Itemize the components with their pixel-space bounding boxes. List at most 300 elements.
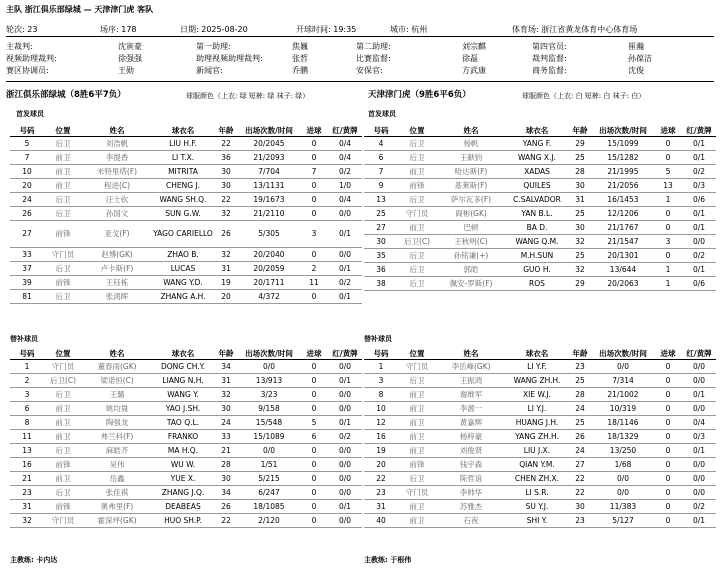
player-name: DONG CH.Y. bbox=[152, 360, 214, 374]
cards: 0/4 bbox=[328, 151, 362, 165]
player-age: 34 bbox=[214, 360, 238, 374]
player-age: 30 bbox=[214, 179, 238, 193]
player-number: 23 bbox=[364, 486, 398, 500]
cards: 0/0 bbox=[328, 458, 362, 472]
player-name: WANG Y. bbox=[152, 388, 214, 402]
player-position: 后卫 bbox=[44, 262, 82, 276]
player-name: WANG SH.Q. bbox=[152, 193, 214, 207]
player-position: 后卫 bbox=[44, 444, 82, 458]
player-age: 26 bbox=[214, 500, 238, 514]
cards: 0/3 bbox=[682, 179, 716, 193]
player-name: XIE W.J. bbox=[506, 388, 568, 402]
cards: 0/2 bbox=[328, 276, 362, 290]
player-name-cn: 萨尔瓦多(F) bbox=[436, 193, 506, 207]
away-starters-table bbox=[364, 124, 716, 291]
cards: 0/1 bbox=[682, 221, 716, 235]
column-header: 姓名 bbox=[436, 124, 506, 137]
official-role: 第二助理: bbox=[356, 42, 391, 51]
column-header: 号码 bbox=[364, 124, 398, 137]
player-name-cn: 李帅华 bbox=[436, 486, 506, 500]
player-number: 33 bbox=[10, 248, 44, 262]
player-age: 30 bbox=[568, 221, 592, 235]
player-name-cn: 基莱斯(F) bbox=[436, 179, 506, 193]
player-number: 13 bbox=[364, 193, 398, 207]
cards: 0/1 bbox=[682, 514, 716, 528]
appearances-minutes: 21/1547 bbox=[592, 235, 654, 249]
column-header: 红/黄牌 bbox=[682, 124, 716, 137]
player-number: 81 bbox=[10, 290, 44, 304]
goals: 0 bbox=[654, 360, 682, 374]
player-name: CHENG J. bbox=[152, 179, 214, 193]
cards: 0/4 bbox=[328, 193, 362, 207]
player-row bbox=[364, 472, 716, 486]
player-name: WANG Q.M. bbox=[506, 235, 568, 249]
appearances-minutes: 18/1085 bbox=[238, 500, 300, 514]
official-role: 赛区协调员: bbox=[6, 66, 49, 75]
player-position: 前卫 bbox=[398, 416, 436, 430]
player-age: 30 bbox=[214, 165, 238, 179]
player-number: 24 bbox=[10, 193, 44, 207]
appearances-minutes: 3/23 bbox=[238, 388, 300, 402]
player-number: 20 bbox=[364, 458, 398, 472]
appearances-minutes: 15/1089 bbox=[238, 430, 300, 444]
cards: 0/6 bbox=[682, 193, 716, 207]
goals: 0 bbox=[300, 151, 328, 165]
goals: 0 bbox=[300, 514, 328, 528]
player-name-cn: 刘浩帆 bbox=[82, 137, 152, 151]
player-age: 23 bbox=[568, 514, 592, 528]
goals: 0 bbox=[654, 207, 682, 221]
player-position: 后卫 bbox=[398, 137, 436, 151]
player-name-cn: 钱宇森 bbox=[436, 458, 506, 472]
player-number: 1 bbox=[10, 360, 44, 374]
player-age: 28 bbox=[214, 458, 238, 472]
player-row bbox=[364, 179, 716, 193]
column-header: 年龄 bbox=[214, 124, 238, 137]
appearances-minutes: 20/2045 bbox=[238, 137, 300, 151]
player-number: 4 bbox=[364, 137, 398, 151]
player-number: 6 bbox=[10, 402, 44, 416]
player-position: 前卫 bbox=[398, 444, 436, 458]
column-header: 球衣名 bbox=[506, 124, 568, 137]
player-number: 16 bbox=[10, 458, 44, 472]
player-position: 守门员 bbox=[398, 207, 436, 221]
column-header: 出场次数/时间 bbox=[592, 347, 654, 360]
goals: 0 bbox=[654, 249, 682, 263]
goals: 0 bbox=[654, 388, 682, 402]
player-position: 后卫 bbox=[398, 472, 436, 486]
player-number: 8 bbox=[10, 416, 44, 430]
home-starters-label: 首发球员 bbox=[16, 110, 44, 118]
official-name: 徐磊 bbox=[462, 54, 478, 63]
player-age: 26 bbox=[214, 221, 238, 248]
appearances-minutes: 13/250 bbox=[592, 444, 654, 458]
player-name-cn: 谢维军 bbox=[436, 388, 506, 402]
column-header: 年龄 bbox=[568, 347, 592, 360]
player-age: 25 bbox=[568, 374, 592, 388]
player-name: XADAS bbox=[506, 165, 568, 179]
goals: 0 bbox=[300, 193, 328, 207]
appearances-minutes: 16/1453 bbox=[592, 193, 654, 207]
player-position: 后卫 bbox=[398, 374, 436, 388]
player-name: LIU J.X. bbox=[506, 444, 568, 458]
player-name: SUN G.W. bbox=[152, 207, 214, 221]
official-role: 第四官员: bbox=[532, 42, 567, 51]
official-role: 第一助理: bbox=[196, 42, 231, 51]
column-header: 球衣名 bbox=[152, 347, 214, 360]
appearances-minutes: 6/247 bbox=[238, 486, 300, 500]
goals: 13 bbox=[654, 179, 682, 193]
player-row bbox=[10, 207, 362, 221]
player-position: 前锋 bbox=[398, 458, 436, 472]
venue: 体育场: 浙江省黄龙体育中心体育场 bbox=[512, 25, 638, 34]
appearances-minutes: 11/383 bbox=[592, 500, 654, 514]
player-name-cn: 苏雅杰 bbox=[436, 500, 506, 514]
player-age: 33 bbox=[214, 430, 238, 444]
player-number: 32 bbox=[10, 514, 44, 528]
goals: 0 bbox=[300, 388, 328, 402]
appearances-minutes: 15/548 bbox=[238, 416, 300, 430]
official-name: 沈寅豪 bbox=[118, 42, 142, 51]
official-role: 主裁判: bbox=[6, 42, 33, 51]
goals: 0 bbox=[654, 151, 682, 165]
player-name: LI Y.F. bbox=[506, 360, 568, 374]
cards: 0/3 bbox=[682, 430, 716, 444]
appearances-minutes: 15/1099 bbox=[592, 137, 654, 151]
appearances-minutes: 5/305 bbox=[238, 221, 300, 248]
cards: 0/0 bbox=[328, 514, 362, 528]
appearances-minutes: 7/314 bbox=[592, 374, 654, 388]
goals: 1 bbox=[654, 263, 682, 277]
player-name-cn: 麻皓齐 bbox=[82, 444, 152, 458]
player-row bbox=[10, 221, 362, 248]
player-row bbox=[364, 388, 716, 402]
player-row bbox=[10, 137, 362, 151]
kickoff-time: 开球时间: 19:35 bbox=[296, 25, 357, 34]
player-name-cn: 程进(C) bbox=[82, 179, 152, 193]
player-name: LI S.R. bbox=[506, 486, 568, 500]
player-row bbox=[364, 277, 716, 291]
player-row bbox=[10, 374, 362, 388]
player-row bbox=[10, 360, 362, 374]
player-number: 27 bbox=[364, 221, 398, 235]
cards: 1/0 bbox=[328, 179, 362, 193]
player-position: 后卫(C) bbox=[398, 235, 436, 249]
player-name-cn: 卢卡斯(F) bbox=[82, 262, 152, 276]
cards: 0/4 bbox=[328, 137, 362, 151]
appearances-minutes: 2/120 bbox=[238, 514, 300, 528]
player-name: CHEN ZH.X. bbox=[506, 472, 568, 486]
goals: 6 bbox=[300, 430, 328, 444]
cards: 0/1 bbox=[682, 444, 716, 458]
player-number: 31 bbox=[10, 500, 44, 514]
goals: 0 bbox=[654, 402, 682, 416]
player-name: BA D. bbox=[506, 221, 568, 235]
appearances-minutes: 1/51 bbox=[238, 458, 300, 472]
goals: 0 bbox=[654, 500, 682, 514]
column-header: 球衣名 bbox=[506, 347, 568, 360]
appearances-minutes: 21/2110 bbox=[238, 207, 300, 221]
player-row bbox=[10, 151, 362, 165]
player-name: SU Y.J. bbox=[506, 500, 568, 514]
official-role: 新闻官: bbox=[196, 66, 223, 75]
goals: 0 bbox=[654, 486, 682, 500]
round: 轮次: 23 bbox=[6, 25, 38, 34]
player-number: 10 bbox=[10, 165, 44, 179]
player-age: 28 bbox=[568, 388, 592, 402]
player-position: 守门员 bbox=[44, 514, 82, 528]
match-number: 场序: 178 bbox=[100, 25, 137, 34]
goals: 3 bbox=[300, 221, 328, 248]
player-position: 守门员 bbox=[398, 486, 436, 500]
player-name: YAO J.SH. bbox=[152, 402, 214, 416]
player-row bbox=[364, 458, 716, 472]
cards: 0/1 bbox=[328, 221, 362, 248]
cards: 0/1 bbox=[328, 262, 362, 276]
official-name: 沈俊 bbox=[628, 66, 644, 75]
player-name-cn: 陈哲谊 bbox=[436, 472, 506, 486]
home-team-name: 浙江俱乐部绿城（8胜6平7负） bbox=[6, 90, 126, 100]
player-number: 12 bbox=[364, 416, 398, 430]
player-position: 前卫 bbox=[44, 179, 82, 193]
player-name-cn: 王振鸿 bbox=[436, 374, 506, 388]
cards: 0/0 bbox=[328, 486, 362, 500]
cards: 0/0 bbox=[682, 374, 716, 388]
player-age: 24 bbox=[568, 444, 592, 458]
player-name-cn: 李源一 bbox=[436, 402, 506, 416]
table-header-row bbox=[10, 347, 362, 360]
player-number: 40 bbox=[364, 514, 398, 528]
cards: 0/0 bbox=[682, 458, 716, 472]
player-number: 30 bbox=[364, 235, 398, 249]
official-name: 孙葆洁 bbox=[628, 54, 652, 63]
player-number: 3 bbox=[10, 388, 44, 402]
player-name-cn: 阎彬(GK) bbox=[436, 207, 506, 221]
player-row bbox=[364, 235, 716, 249]
player-number: 31 bbox=[364, 500, 398, 514]
player-name: DEABEAS bbox=[152, 500, 214, 514]
player-age: 29 bbox=[568, 277, 592, 291]
goals: 11 bbox=[300, 276, 328, 290]
player-row bbox=[364, 207, 716, 221]
player-number: 9 bbox=[364, 179, 398, 193]
away-kit-colors: 球服颜色（上衣: 白 短裤: 白 袜子: 白） bbox=[522, 92, 646, 100]
cards: 0/2 bbox=[682, 500, 716, 514]
cards: 0/1 bbox=[682, 263, 716, 277]
player-age: 25 bbox=[568, 249, 592, 263]
player-name-cn: 孙铭谦(+) bbox=[436, 249, 506, 263]
player-number: 35 bbox=[364, 249, 398, 263]
player-row bbox=[364, 263, 716, 277]
player-age: 25 bbox=[568, 416, 592, 430]
column-header: 位置 bbox=[44, 347, 82, 360]
player-name: M.H.SUN bbox=[506, 249, 568, 263]
official-name: 乔鹏 bbox=[292, 66, 308, 75]
player-row bbox=[364, 249, 716, 263]
player-age: 22 bbox=[214, 514, 238, 528]
player-name: YAGO CARIELLO bbox=[152, 221, 214, 248]
player-number: 25 bbox=[364, 207, 398, 221]
cards: 0/0 bbox=[682, 402, 716, 416]
player-name: ZHANG J.Q. bbox=[152, 486, 214, 500]
official-role: 商务监督: bbox=[532, 66, 567, 75]
player-row bbox=[364, 486, 716, 500]
player-position: 前卫 bbox=[44, 151, 82, 165]
player-row bbox=[10, 290, 362, 304]
player-name: C.SALVADOR bbox=[506, 193, 568, 207]
player-number: 5 bbox=[10, 137, 44, 151]
away-coach-name: 于根伟 bbox=[390, 556, 412, 564]
column-header: 年龄 bbox=[568, 124, 592, 137]
player-position: 前卫 bbox=[398, 430, 436, 444]
player-number: 37 bbox=[10, 262, 44, 276]
player-position: 后卫(C) bbox=[44, 374, 82, 388]
goals: 0 bbox=[300, 486, 328, 500]
goals: 0 bbox=[300, 179, 328, 193]
player-age: 27 bbox=[568, 458, 592, 472]
player-name-cn: 哈达斯(F) bbox=[436, 165, 506, 179]
player-position: 前卫 bbox=[44, 430, 82, 444]
appearances-minutes: 20/2059 bbox=[238, 262, 300, 276]
cards: 0/2 bbox=[682, 249, 716, 263]
player-row bbox=[364, 221, 716, 235]
column-header: 位置 bbox=[44, 124, 82, 137]
player-position: 后卫 bbox=[44, 137, 82, 151]
player-age: 30 bbox=[568, 500, 592, 514]
goals: 0 bbox=[654, 514, 682, 528]
official-name: 崔瀚 bbox=[628, 42, 644, 51]
player-name-cn: 孙国文 bbox=[82, 207, 152, 221]
table-header-row bbox=[10, 124, 362, 137]
player-position: 后卫 bbox=[44, 193, 82, 207]
player-name-cn: 董春雨(GK) bbox=[82, 360, 152, 374]
player-name-cn: 巴顿 bbox=[436, 221, 506, 235]
appearances-minutes: 10/319 bbox=[592, 402, 654, 416]
away-subs-table bbox=[364, 347, 716, 528]
player-row bbox=[364, 151, 716, 165]
official-role: 视频助理裁判: bbox=[6, 54, 57, 63]
player-position: 后卫 bbox=[398, 193, 436, 207]
player-age: 32 bbox=[214, 248, 238, 262]
away-starters-label: 首发球员 bbox=[368, 110, 396, 118]
player-number: 11 bbox=[10, 430, 44, 444]
player-name: HUO SH.P. bbox=[152, 514, 214, 528]
player-name: WANG Y.D. bbox=[152, 276, 214, 290]
player-age: 29 bbox=[568, 137, 592, 151]
player-row bbox=[10, 472, 362, 486]
player-position: 前卫 bbox=[398, 402, 436, 416]
player-position: 前卫 bbox=[398, 165, 436, 179]
player-position: 前卫 bbox=[398, 514, 436, 528]
column-header: 出场次数/时间 bbox=[238, 124, 300, 137]
goals: 0 bbox=[300, 374, 328, 388]
player-number: 6 bbox=[364, 151, 398, 165]
cards: 0/0 bbox=[682, 486, 716, 500]
player-position: 前锋 bbox=[44, 276, 82, 290]
player-position: 前锋 bbox=[44, 500, 82, 514]
player-row bbox=[364, 193, 716, 207]
player-row bbox=[364, 416, 716, 430]
player-name: QUILES bbox=[506, 179, 568, 193]
player-name: YANG F. bbox=[506, 137, 568, 151]
player-row bbox=[10, 430, 362, 444]
goals: 0 bbox=[654, 221, 682, 235]
player-name-cn: 汪士钦 bbox=[82, 193, 152, 207]
away-coach: 主教练: 于根伟 bbox=[364, 556, 412, 564]
column-header: 红/黄牌 bbox=[328, 347, 362, 360]
player-row bbox=[364, 402, 716, 416]
appearances-minutes: 15/1282 bbox=[592, 151, 654, 165]
player-position: 后卫 bbox=[398, 263, 436, 277]
player-name: ZHAO B. bbox=[152, 248, 214, 262]
player-name-cn: 李提香 bbox=[82, 151, 152, 165]
player-name: SHI Y. bbox=[506, 514, 568, 528]
appearances-minutes: 13/644 bbox=[592, 263, 654, 277]
player-position: 前卫 bbox=[44, 402, 82, 416]
player-age: 32 bbox=[568, 235, 592, 249]
player-name: MITRITA bbox=[152, 165, 214, 179]
player-name-cn: 弗兰科(F) bbox=[82, 430, 152, 444]
appearances-minutes: 0/0 bbox=[238, 444, 300, 458]
player-number: 10 bbox=[364, 402, 398, 416]
player-age: 28 bbox=[568, 165, 592, 179]
goals: 1 bbox=[654, 277, 682, 291]
official-name: 方武康 bbox=[462, 66, 486, 75]
player-name-cn: 郭皓 bbox=[436, 263, 506, 277]
appearances-minutes: 12/1206 bbox=[592, 207, 654, 221]
player-position: 前锋 bbox=[44, 458, 82, 472]
cards: 0/1 bbox=[682, 137, 716, 151]
player-age: 31 bbox=[214, 374, 238, 388]
cards: 0/2 bbox=[682, 165, 716, 179]
player-name-cn: 米特里塔(F) bbox=[82, 165, 152, 179]
player-name-cn: 姚均晟 bbox=[82, 402, 152, 416]
player-name-cn: 吴伟 bbox=[82, 458, 152, 472]
home-coach: 主教练: 卡内达 bbox=[10, 556, 58, 564]
goals: 3 bbox=[654, 235, 682, 249]
cards: 0/0 bbox=[328, 207, 362, 221]
player-number: 3 bbox=[364, 374, 398, 388]
goals: 0 bbox=[654, 416, 682, 430]
cards: 0/1 bbox=[682, 388, 716, 402]
cards: 0/1 bbox=[328, 416, 362, 430]
cards: 0/1 bbox=[328, 290, 362, 304]
player-position: 后卫 bbox=[398, 277, 436, 291]
player-age: 25 bbox=[568, 151, 592, 165]
player-age: 32 bbox=[214, 388, 238, 402]
player-age: 19 bbox=[214, 276, 238, 290]
player-name-cn: 陶强龙 bbox=[82, 416, 152, 430]
player-row bbox=[364, 360, 716, 374]
column-header: 号码 bbox=[364, 347, 398, 360]
appearances-minutes: 18/1146 bbox=[592, 416, 654, 430]
cards: 0/0 bbox=[682, 235, 716, 249]
player-name: LIU H.F. bbox=[152, 137, 214, 151]
cards: 0/4 bbox=[682, 416, 716, 430]
goals: 0 bbox=[300, 207, 328, 221]
player-name-cn: 杨帆 bbox=[436, 137, 506, 151]
player-row bbox=[10, 179, 362, 193]
player-number: 2 bbox=[10, 374, 44, 388]
goals: 0 bbox=[300, 402, 328, 416]
goals: 0 bbox=[300, 458, 328, 472]
appearances-minutes: 21/1995 bbox=[592, 165, 654, 179]
cards: 0/0 bbox=[328, 248, 362, 262]
player-age: 31 bbox=[214, 262, 238, 276]
player-row bbox=[10, 193, 362, 207]
cards: 0/6 bbox=[682, 277, 716, 291]
player-position: 前卫 bbox=[398, 500, 436, 514]
